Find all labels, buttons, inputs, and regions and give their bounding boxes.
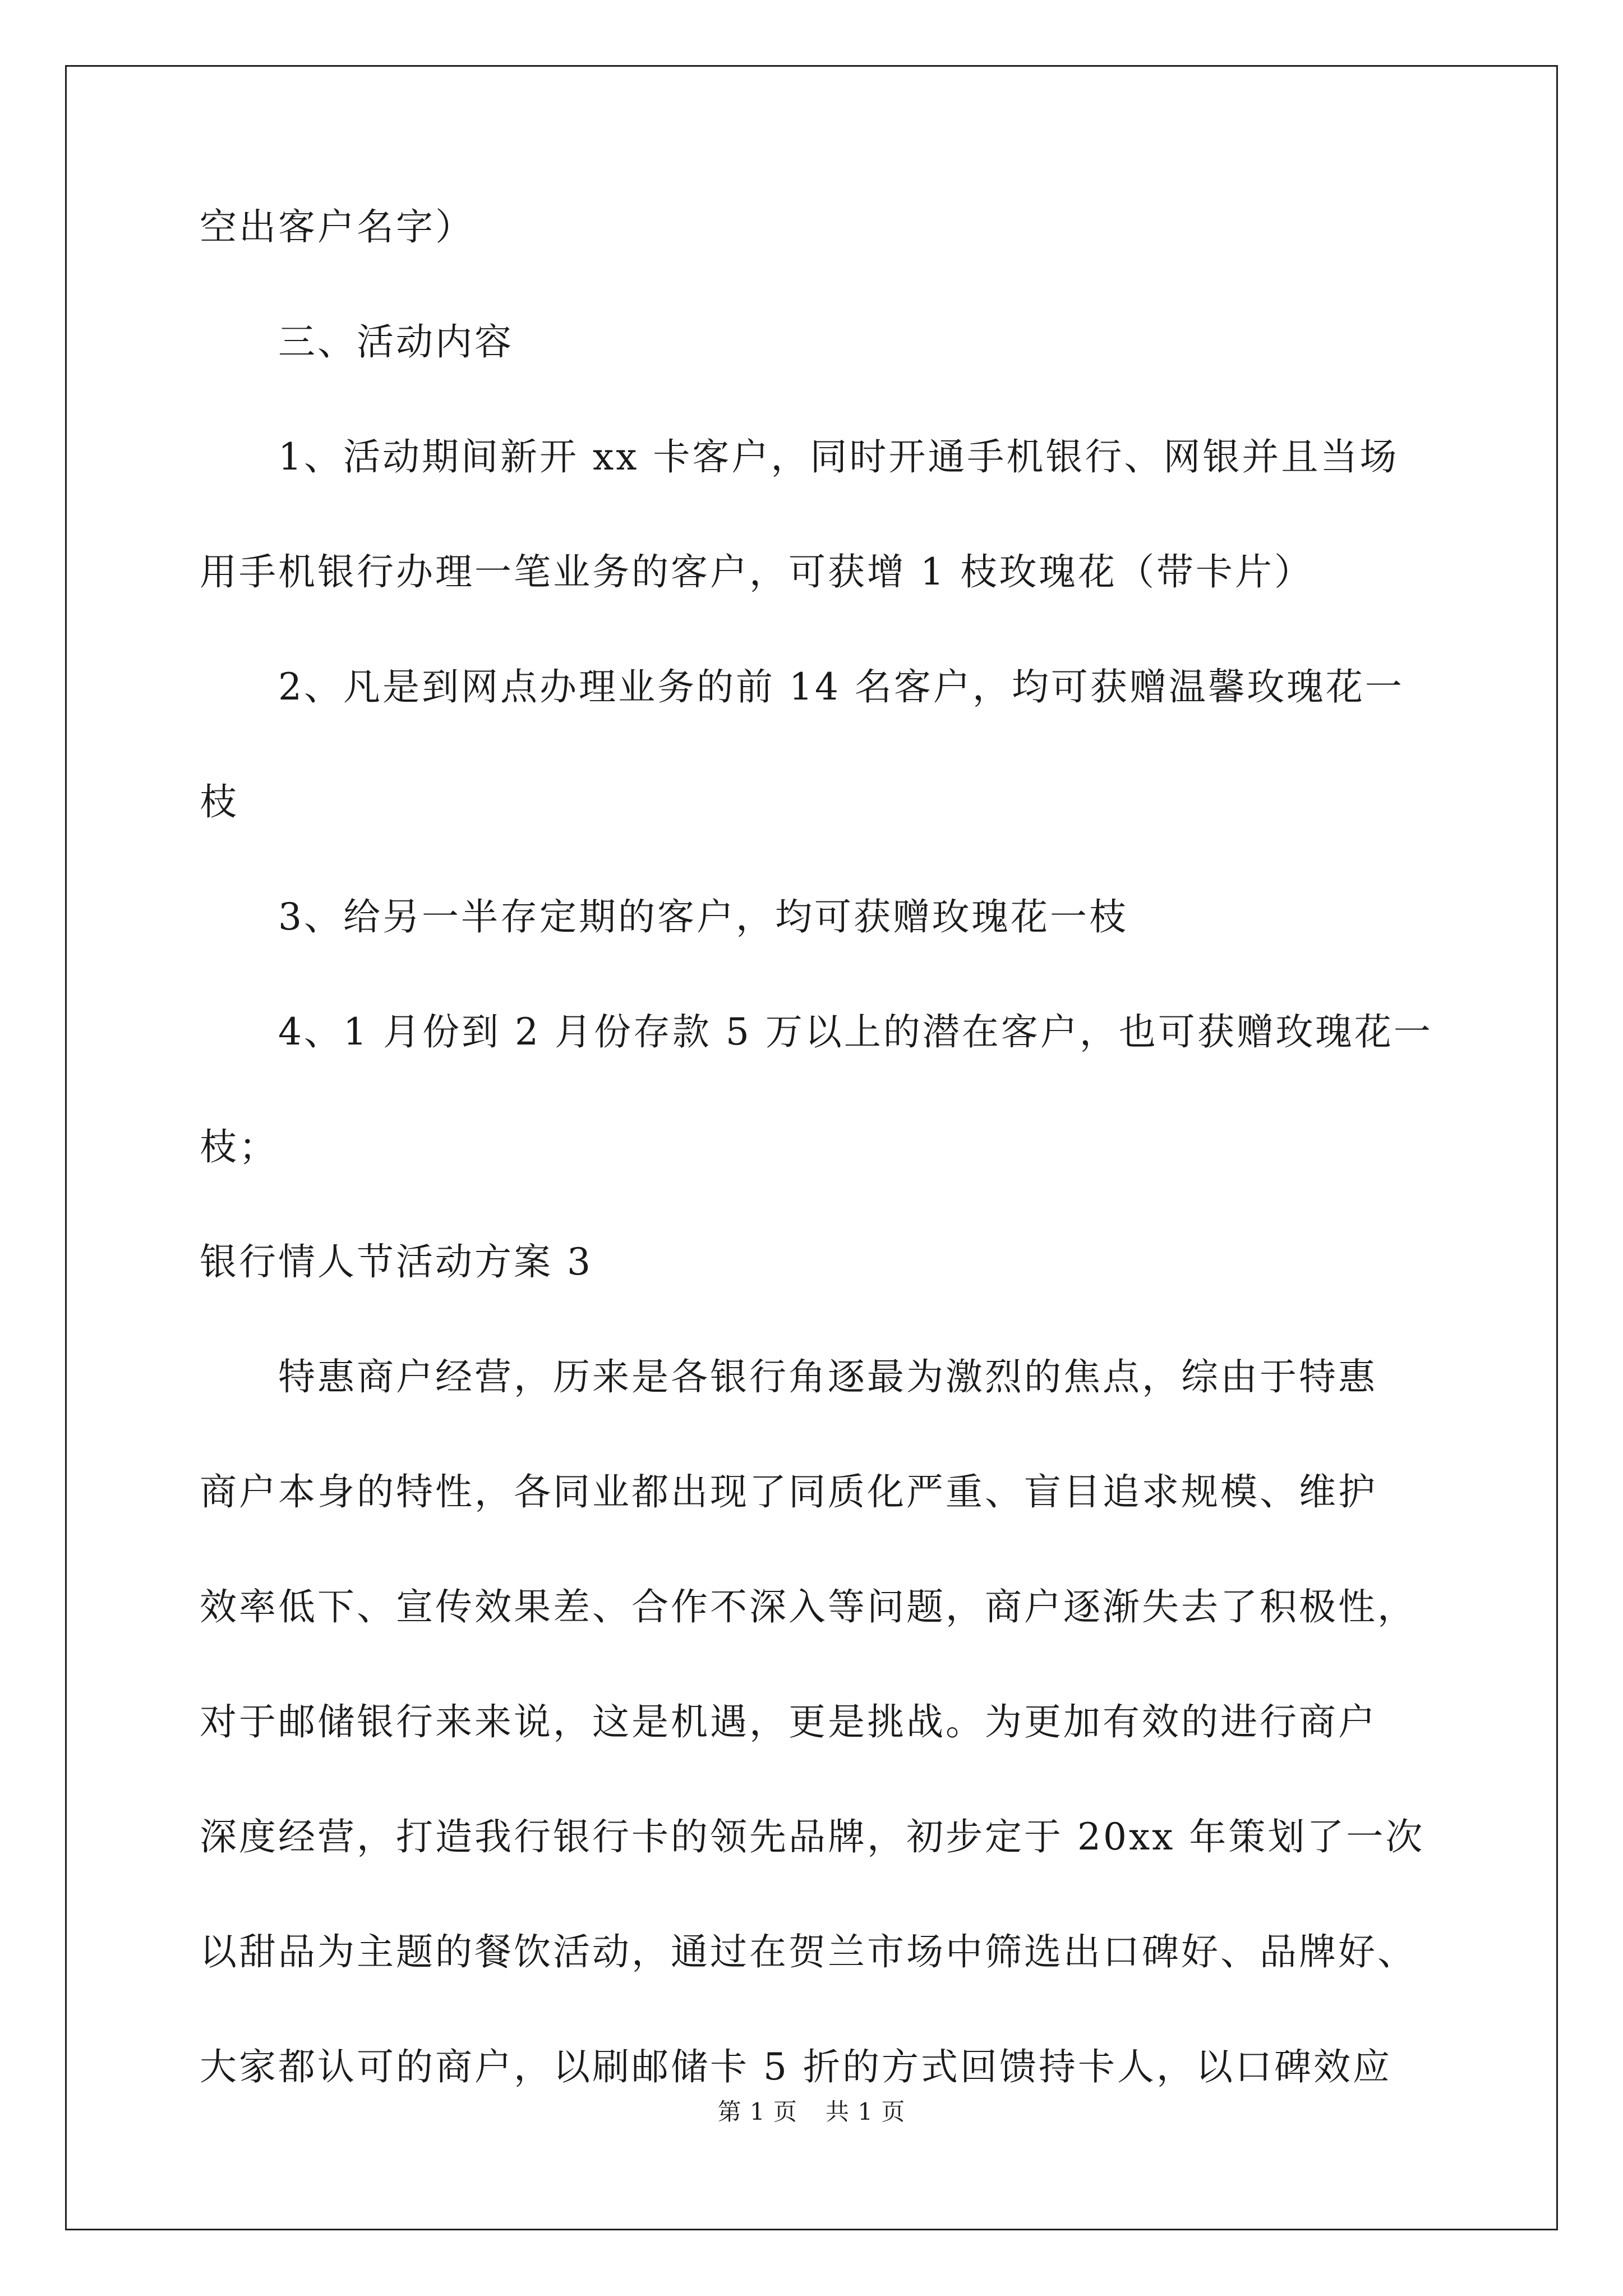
text-line: 用手机银行办理一笔业务的客户，可获增 1 枝玫瑰花（带卡片） (200, 550, 1313, 593)
text-line: 2、凡是到网点办理业务的前 14 名客户，均可获赠温馨玫瑰花一 (278, 665, 1404, 708)
text-line: 4、1 月份到 2 月份存款 5 万以上的潜在客户，也可获赠玫瑰花一 (278, 1010, 1433, 1053)
text-line: 效率低下、宣传效果差、合作不深入等问题，商户逐渐失去了积极性， (200, 1585, 1417, 1628)
text-line: 对于邮储银行来来说，这是机遇，更是挑战。为更加有效的进行商户 (200, 1700, 1377, 1743)
text-line: 枝； (200, 1125, 278, 1168)
text-line: 枝 (200, 780, 239, 823)
page-border (65, 65, 1558, 2230)
text-line: 1、活动期间新开 xx 卡客户，同时开通手机银行、网银并且当场 (278, 435, 1399, 478)
text-line: 商户本身的特性，各同业都出现了同质化严重、盲目追求规模、维护 (200, 1470, 1377, 1513)
text-line: 以甜品为主题的餐饮活动，通过在贺兰市场中筛选出口碑好、品牌好、 (200, 1930, 1417, 1973)
page-number: 第 1 页 (717, 2098, 797, 2125)
section-heading: 三、活动内容 (278, 320, 514, 364)
text-line: 深度经营，打造我行银行卡的领先品牌，初步定于 20xx 年策划了一次 (200, 1815, 1425, 1858)
document-title: 银行情人节活动方案 3 (200, 1240, 593, 1283)
text-line: 空出客户名字） (200, 205, 474, 249)
text-line: 3、给另一半存定期的客户，均可获赠玫瑰花一枝 (278, 895, 1128, 938)
text-line: 大家都认可的商户，以刷邮储卡 5 折的方式回馈持卡人，以口碑效应 (200, 2045, 1392, 2088)
text-line: 特惠商户经营，历来是各银行角逐最为激烈的焦点，综由于特惠 (278, 1355, 1377, 1398)
page-total: 共 1 页 (826, 2098, 906, 2125)
page-footer (0, 2095, 1623, 2129)
